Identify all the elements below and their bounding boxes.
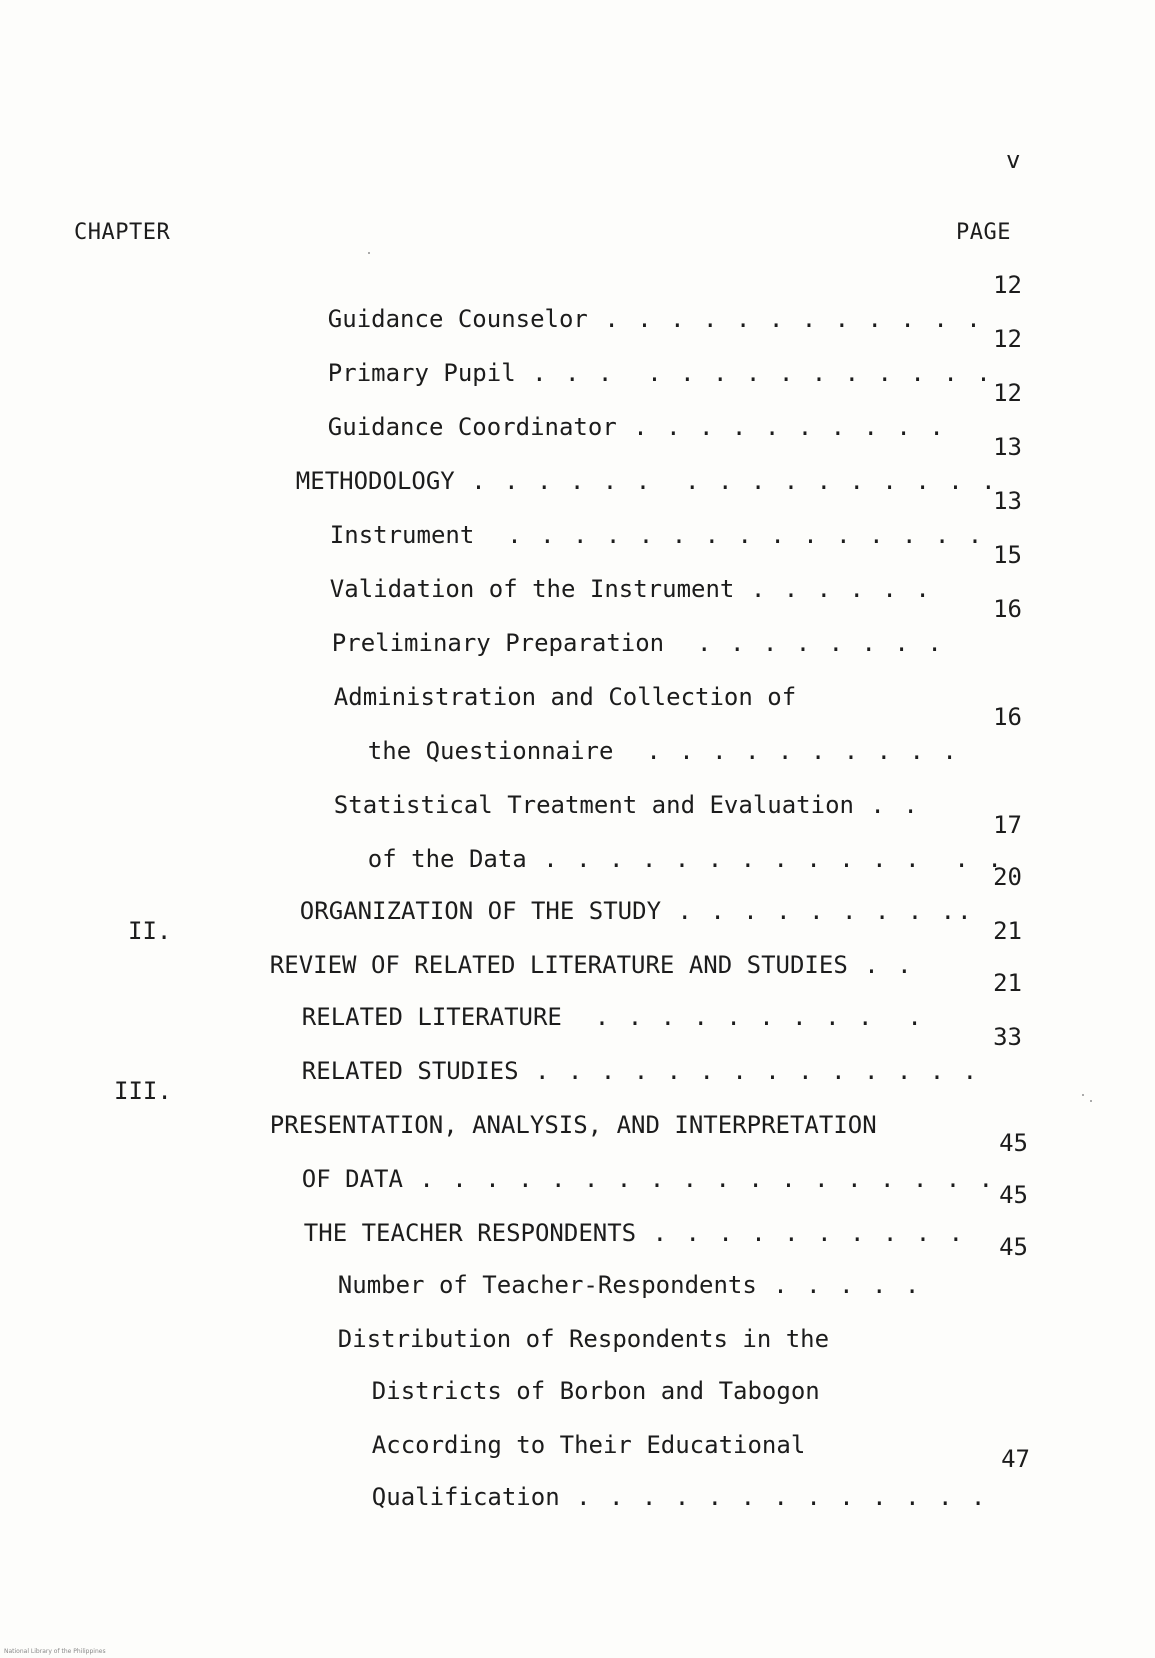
- toc-entry: [314, 1394, 806, 1459]
- toc-entry: [280, 1288, 830, 1353]
- toc-leader-dots: . . . . . . . . . . . .: [587, 305, 983, 333]
- toc-leader-dots: . . . . . . . . . . . . . .: [526, 845, 1004, 873]
- scan-footer: National Library of the Philippines: [4, 1648, 106, 1655]
- toc-entry: [212, 914, 914, 979]
- toc-entry-page: 33: [993, 1023, 1022, 1051]
- toc-entry-label: RELATED LITERATURE: [301, 1003, 562, 1031]
- toc-entry-label: Qualification: [371, 1483, 560, 1511]
- toc-leader-dots: . . . . . . . . . .: [636, 1219, 966, 1247]
- page-header: PAGE: [956, 220, 1011, 245]
- toc-leader-dots: . .: [847, 951, 914, 979]
- toc-entry-page: 45: [999, 1181, 1028, 1209]
- toc-entry: [246, 1182, 966, 1247]
- toc-entry-label: PRESENTATION, ANALYSIS, AND INTERPRETATION: [269, 1111, 877, 1139]
- toc-entry-page: 15: [993, 541, 1022, 569]
- toc-entry-page: 20: [993, 863, 1022, 891]
- toc-entry-label: REVIEW OF RELATED LITERATURE AND STUDIES: [269, 951, 848, 979]
- toc-entry-label: Distribution of Respondents in the: [337, 1325, 830, 1353]
- toc-entry-label: Number of Teacher-Respondents: [337, 1271, 757, 1299]
- toc-leader-dots: . . . . . . . . . . . . . .: [515, 359, 993, 387]
- toc-entry-label: Primary Pupil: [327, 359, 516, 387]
- toc-leader-dots: . . . . . . . . . . . . . .: [518, 1057, 980, 1085]
- toc-leader-dots: . . . . .: [756, 1271, 922, 1299]
- toc-leader-dots: . . . . . . . .: [664, 629, 944, 657]
- toc-entry: [244, 966, 924, 1031]
- scan-speck: [1090, 1100, 1092, 1102]
- toc-entry-label: Districts of Borbon and Tabogon: [371, 1377, 820, 1405]
- toc-entry-label: Instrument: [329, 521, 475, 549]
- toc-entry-label: METHODOLOGY: [295, 467, 455, 495]
- chapter-header: CHAPTER: [74, 220, 171, 245]
- toc-entry: [276, 754, 920, 819]
- toc-entry: [242, 860, 974, 925]
- toc-leader-dots: . . . . . . . . . . . . . . .: [474, 521, 985, 549]
- toc-entry-page: 13: [993, 487, 1022, 515]
- toc-leader-dots: . . . . . . . . . .: [613, 737, 959, 765]
- toc-entry: [314, 1340, 820, 1405]
- toc-entry-page: 12: [993, 379, 1022, 407]
- toc-entry-label: RELATED STUDIES: [301, 1057, 519, 1085]
- toc-entry: [272, 484, 985, 549]
- toc-entry: [310, 808, 1004, 873]
- toc-entry: [276, 646, 797, 711]
- toc-entry-page: 13: [993, 433, 1022, 461]
- toc-entry-label: the Questionnaire: [367, 737, 614, 765]
- toc-entry-label: Preliminary Preparation: [331, 629, 665, 657]
- toc-entry: [270, 268, 983, 333]
- toc-entry-page: 16: [993, 703, 1022, 731]
- toc-leader-dots: . . . . . . . . . .: [616, 413, 946, 441]
- chapter-number: II.: [128, 917, 172, 945]
- toc-entry-page: 21: [993, 917, 1022, 945]
- toc-entry-label: Statistical Treatment and Evaluation: [333, 791, 854, 819]
- toc-entry: [310, 700, 959, 765]
- chapter-number: III.: [114, 1077, 172, 1105]
- toc-entry-label: Validation of the Instrument: [329, 575, 735, 603]
- toc-entry-label: Administration and Collection of: [333, 683, 797, 711]
- toc-leader-dots: . . . . . . . . . . . . . . . . . .: [402, 1165, 996, 1193]
- toc-entry: [314, 1446, 988, 1511]
- toc-leader-dots: . . . . . . . . . .: [561, 1003, 924, 1031]
- toc-entry-page: 12: [993, 325, 1022, 353]
- toc-entry-label: According to Their Educational: [371, 1431, 806, 1459]
- toc-entry-label: of the Data: [367, 845, 527, 873]
- toc-entry-page: 21: [993, 969, 1022, 997]
- toc-entry-label: ORGANIZATION OF THE STUDY: [299, 897, 662, 925]
- toc-entry-page: 17: [993, 811, 1022, 839]
- scan-speck: [368, 252, 370, 254]
- toc-entry: [270, 322, 993, 387]
- toc-leader-dots: . .: [853, 791, 920, 819]
- toc-entry-label: OF DATA: [301, 1165, 403, 1193]
- toc-leader-dots: . . . . . . . . . . . . . . . .: [454, 467, 998, 495]
- toc-entry-label: THE TEACHER RESPONDENTS: [303, 1219, 637, 1247]
- toc-entry: [280, 1234, 922, 1299]
- toc-entry: [272, 538, 932, 603]
- toc-entry-page: 12: [993, 271, 1022, 299]
- toc-entry-page: 45: [999, 1129, 1028, 1157]
- scan-speck: [1082, 1094, 1084, 1096]
- toc-leader-dots: . . . . . . . . . . . . .: [559, 1483, 988, 1511]
- toc-entry: [270, 376, 946, 441]
- toc-entry: [244, 1020, 980, 1085]
- toc-entry-page: 45: [999, 1233, 1028, 1261]
- toc-entry: [274, 592, 944, 657]
- toc-entry-page: 16: [993, 595, 1022, 623]
- page-number: v: [1006, 146, 1021, 174]
- toc-leader-dots: . . . . . . . . ..: [661, 897, 974, 925]
- toc-entry: [244, 1128, 996, 1193]
- toc-entry: [238, 430, 998, 495]
- toc-leader-dots: . . . . . .: [734, 575, 932, 603]
- toc-entry-label: Guidance Coordinator: [327, 413, 617, 441]
- toc-entry: [212, 1074, 877, 1139]
- toc-entry-label: Guidance Counselor: [327, 305, 588, 333]
- toc-entry-page: 47: [1001, 1445, 1030, 1473]
